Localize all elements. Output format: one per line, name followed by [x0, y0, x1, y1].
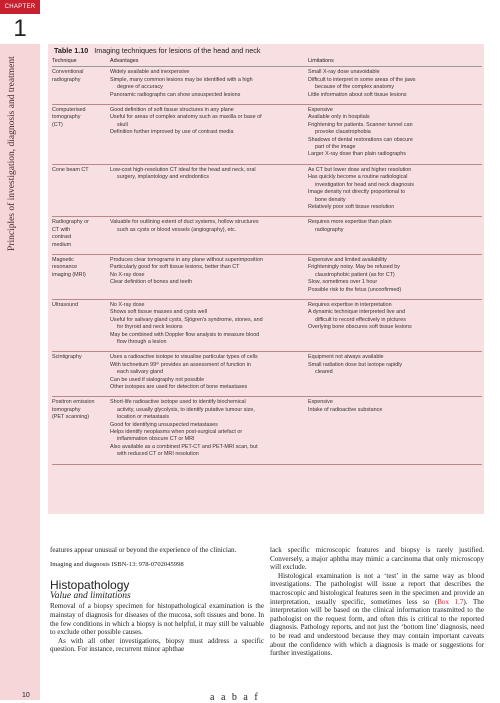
limitations-cell: [308, 254, 482, 299]
table-header-row: [52, 57, 482, 67]
paragraph: [270, 572, 484, 658]
paragraph-intro: features appear unusual or beyond the experience of the clinician.: [50, 546, 237, 554]
cell-line: provoke claustrophobia: [315, 129, 371, 136]
cell-line: Expensive: [308, 399, 333, 406]
table-number: Table 1.10: [54, 46, 89, 55]
cell-line: Larger X-ray dose than plain radiographs: [308, 151, 406, 158]
paragraph-text: Histological examination is not a ‘test’ in the same way as blood investigations. The pathologist will issue a report that describes the macroscopic and histological features seen in the specimen and provide an interpretation, usually specific, sometimes less so (: [270, 571, 484, 606]
cell-line: Small radiation dose but isotope rapidly: [308, 361, 403, 368]
limitations-cell: [308, 299, 482, 351]
advantages-cell: [110, 352, 308, 397]
cell-line: Widely available and inexpensive: [110, 69, 190, 76]
cell-line: tomography: [52, 406, 81, 413]
cell-line: Simple, many common lesions may be identified with a high: [110, 76, 253, 83]
cell-line: Small X-ray dose unavoidable: [308, 69, 380, 76]
cell-line: Clear definition of bones and teeth: [110, 279, 193, 286]
table-row: [52, 397, 482, 464]
cell-line: Helps identify neoplasms when post-surgical artefact or: [110, 429, 243, 436]
cell-line: Frighteningly noisy. May be refused by: [308, 264, 400, 271]
table-row: [52, 352, 482, 397]
section-subheading: Value and limitations: [50, 590, 131, 601]
technique-cell: [52, 254, 110, 299]
column-header-technique: Technique: [52, 57, 110, 67]
page-number: 10: [22, 692, 30, 699]
technique-cell: [52, 164, 110, 216]
technique-cell: [52, 299, 110, 351]
cell-line: Positron emission: [52, 399, 95, 406]
cell-line: Panoramic radiographs can show unsuspected lesions: [110, 91, 241, 98]
limitations-cell: [308, 164, 482, 216]
cell-line: with reduced CT or MRI resolution: [117, 451, 199, 458]
body-column-left: [50, 546, 264, 654]
cut-off-heading: a a b a f: [210, 692, 260, 703]
limitations-cell: [308, 352, 482, 397]
cell-line: With technetium 99ᵐ provides an assessment of function in: [110, 361, 251, 368]
cell-line: claustrophobic patient (as for CT): [315, 271, 395, 278]
advantages-cell: [110, 164, 308, 216]
cell-line: (CT): [52, 121, 63, 128]
advantages-cell: [110, 67, 308, 105]
cell-line: Intake of radioactive substance: [308, 406, 383, 413]
paragraph: As with all other investigations, biopsy must address a specific question. For instance, recurrent minor aphthae: [50, 636, 264, 654]
cell-line: Relatively poor soft tissue resolution: [308, 203, 395, 210]
cell-line: Good for identifying unsuspected metastases: [110, 421, 218, 428]
cell-line: A dynamic technique interpreted live and: [308, 309, 406, 316]
cell-line: such as cysts or blood vessels (angiography), etc.: [117, 226, 237, 233]
table-title: [54, 46, 260, 55]
running-head: Principles of investigation, diagnosis and treatment: [7, 56, 17, 251]
cell-line: Definition further improved by use of contrast media: [110, 129, 234, 136]
cell-line: medium: [52, 241, 72, 248]
cell-line: Requires expertise in interpretation: [308, 301, 392, 308]
cell-line: Magnetic: [52, 256, 74, 263]
table-row: [52, 164, 482, 216]
cell-line: Equipment not always available: [308, 354, 384, 361]
cell-line: Other isotopes are used for detection of bone metastases: [110, 384, 248, 391]
cell-line: imaging (MRI): [52, 271, 86, 278]
cell-line: (PET scanning): [52, 414, 90, 421]
imaging-techniques-table: [52, 57, 482, 465]
cell-line: contrast: [52, 234, 72, 241]
cell-line: cleared: [315, 369, 333, 376]
cell-line: Image density not directly proportional to: [308, 189, 406, 196]
limitations-cell: [308, 217, 482, 255]
technique-cell: [52, 67, 110, 105]
cell-line: flow through a lesion: [117, 339, 167, 345]
cell-line: Available only in hospitals: [308, 114, 370, 121]
cell-line: Good definition of soft tissue structures in any plane: [110, 107, 234, 114]
table-row: [52, 254, 482, 299]
cell-line: surgery, implantology and endodontics: [117, 174, 209, 181]
technique-cell: [52, 105, 110, 165]
cell-line: Difficult to interpret in some areas of the jaws: [308, 76, 416, 83]
cell-line: skull: [117, 121, 128, 128]
technique-cell: [52, 217, 110, 255]
cell-line: Frightening for patients. Scanner tunnel can: [308, 121, 413, 128]
table-title-text: Imaging techniques for lesions of the head and neck: [94, 46, 261, 55]
cell-line: bone density: [315, 196, 346, 203]
cell-line: Slow, sometimes over 1 hour: [308, 279, 378, 286]
table-body: [52, 67, 482, 464]
cell-line: Computerised: [52, 107, 86, 114]
body-column-right: [270, 546, 484, 658]
advantages-cell: [110, 105, 308, 165]
table-row: [52, 299, 482, 351]
cell-line: Has quickly become a routine radiological: [308, 174, 408, 181]
cell-line: Can be used if sialography not possible: [110, 376, 205, 383]
paragraph: Removal of a biopsy specimen for histopathological examination is the mainstay of diagnosis for diseases of the mucosa, soft tissues and bone. In the few conditions in which a biopsy is not helpful, it may still be valuable to exclude other possible causes.: [50, 602, 264, 637]
cell-line: Shadows of dental restorations can obscure: [308, 136, 413, 143]
cell-line: Useful for salivary gland cysts, Sjögren's syndrome, stones, and: [110, 316, 263, 323]
cell-line: resonance: [52, 264, 78, 271]
limitations-cell: [308, 105, 482, 165]
cell-line: because of the complex anatomy: [315, 84, 395, 91]
cell-line: No X-ray dose: [110, 301, 145, 308]
cell-line: degree of accuracy: [117, 84, 163, 91]
cell-line: Possible risk to the fetus (unconfirmed): [308, 286, 402, 293]
cell-line: Scintigraphy: [52, 354, 82, 361]
cell-line: Valuable for outlining extent of duct systems, hollow structures: [110, 219, 259, 226]
technique-cell: [52, 397, 110, 464]
chapter-label: CHAPTER: [0, 0, 40, 14]
technique-cell: [52, 352, 110, 397]
isbn-reference: Imaging and diagnosis ISBN-13: 978-0702045998: [50, 560, 184, 568]
limitations-cell: [308, 67, 482, 105]
cell-line: part of the image: [315, 144, 356, 151]
cell-line: Overlying bone obscures soft tissue lesions: [308, 324, 412, 331]
cell-line: Cone beam CT: [52, 166, 89, 173]
advantages-cell: [110, 397, 308, 464]
cell-line: Low-cost high-resolution CT ideal for the head and neck, oral: [110, 166, 256, 173]
table-row: [52, 217, 482, 255]
cell-line: radiography: [52, 76, 81, 83]
paragraph: lack specific microscopic features and biopsy is rarely justified. Conversely, a major aphtha may mimic a carcinoma that only microscopy will exclude.: [270, 546, 484, 572]
cell-line: Particularly good for soft tissue lesions, better than CT: [110, 264, 240, 271]
advantages-cell: [110, 217, 308, 255]
cell-line: inflammation obscure CT or MRI: [117, 436, 195, 443]
cell-line: Expensive and limited availability: [308, 256, 387, 263]
cell-line: No X-ray dose: [110, 271, 145, 278]
paragraph-text: ). The interpretation will be based on the clinical information transmitted to the pathologist on the request form, and often this is critical to the reported diagnosis. Pathology reports, and not just the ‘bottom line’ diagnosis, need to be read and understood because they may contain important caveats about the confidence with which a diagnosis is made or suggestions for further investigations.: [270, 597, 484, 658]
cell-line: Produces clear tomograms in any plane without superimposition: [110, 256, 263, 263]
cell-line: As CT but lower dose and higher resolution: [308, 166, 412, 173]
cell-line: investigation for head and neck diagnosis: [315, 181, 414, 188]
cell-line: difficult to record effectively in pictures: [315, 316, 406, 323]
cell-line: Ultrasound: [52, 301, 79, 308]
cell-line: activity, usually glycolysis, to identify putative tumour size,: [117, 406, 255, 413]
column-header-advantages: Advantages: [110, 57, 308, 67]
limitations-cell: [308, 397, 482, 464]
cell-line: Uses a radioactive isotope to visualise particular types of cells: [110, 354, 258, 361]
section-heading: Histopathology: [50, 578, 130, 593]
cell-line: Also available as a combined PET-CT and PET-MRI scan, but: [110, 443, 258, 450]
cell-line: Requires more expertise than plain: [308, 219, 392, 226]
cell-line: Useful for areas of complex anatomy such as maxilla or base of: [110, 114, 262, 121]
cell-line: Short-life radioactive isotope used to identify biochemical: [110, 399, 246, 406]
cell-line: Little information about soft tissue lesions: [308, 91, 407, 98]
column-header-limitations: Limitations: [308, 57, 482, 67]
advantages-cell: [110, 299, 308, 351]
cell-line: Expensive: [308, 107, 333, 114]
cell-line: Conventional: [52, 69, 84, 76]
box-link[interactable]: Box 1.7: [437, 597, 464, 606]
cell-line: CT with: [52, 226, 71, 233]
cell-line: radiography: [315, 226, 344, 233]
cell-line: Radiography or: [52, 219, 89, 226]
cell-line: Shows soft tissue masses and cysts well: [110, 309, 208, 316]
table-row: [52, 67, 482, 105]
cell-line: location or metastasis: [117, 414, 170, 421]
cell-line: each salivary gland: [117, 369, 164, 376]
table-row: [52, 105, 482, 165]
chapter-number: 1: [0, 14, 40, 44]
cell-line: May be combined with Doppler flow analysis to measure blood: [110, 331, 260, 338]
cell-line: tomography: [52, 114, 81, 121]
advantages-cell: [110, 254, 308, 299]
cell-line: for thyroid and neck lesions: [117, 324, 183, 331]
